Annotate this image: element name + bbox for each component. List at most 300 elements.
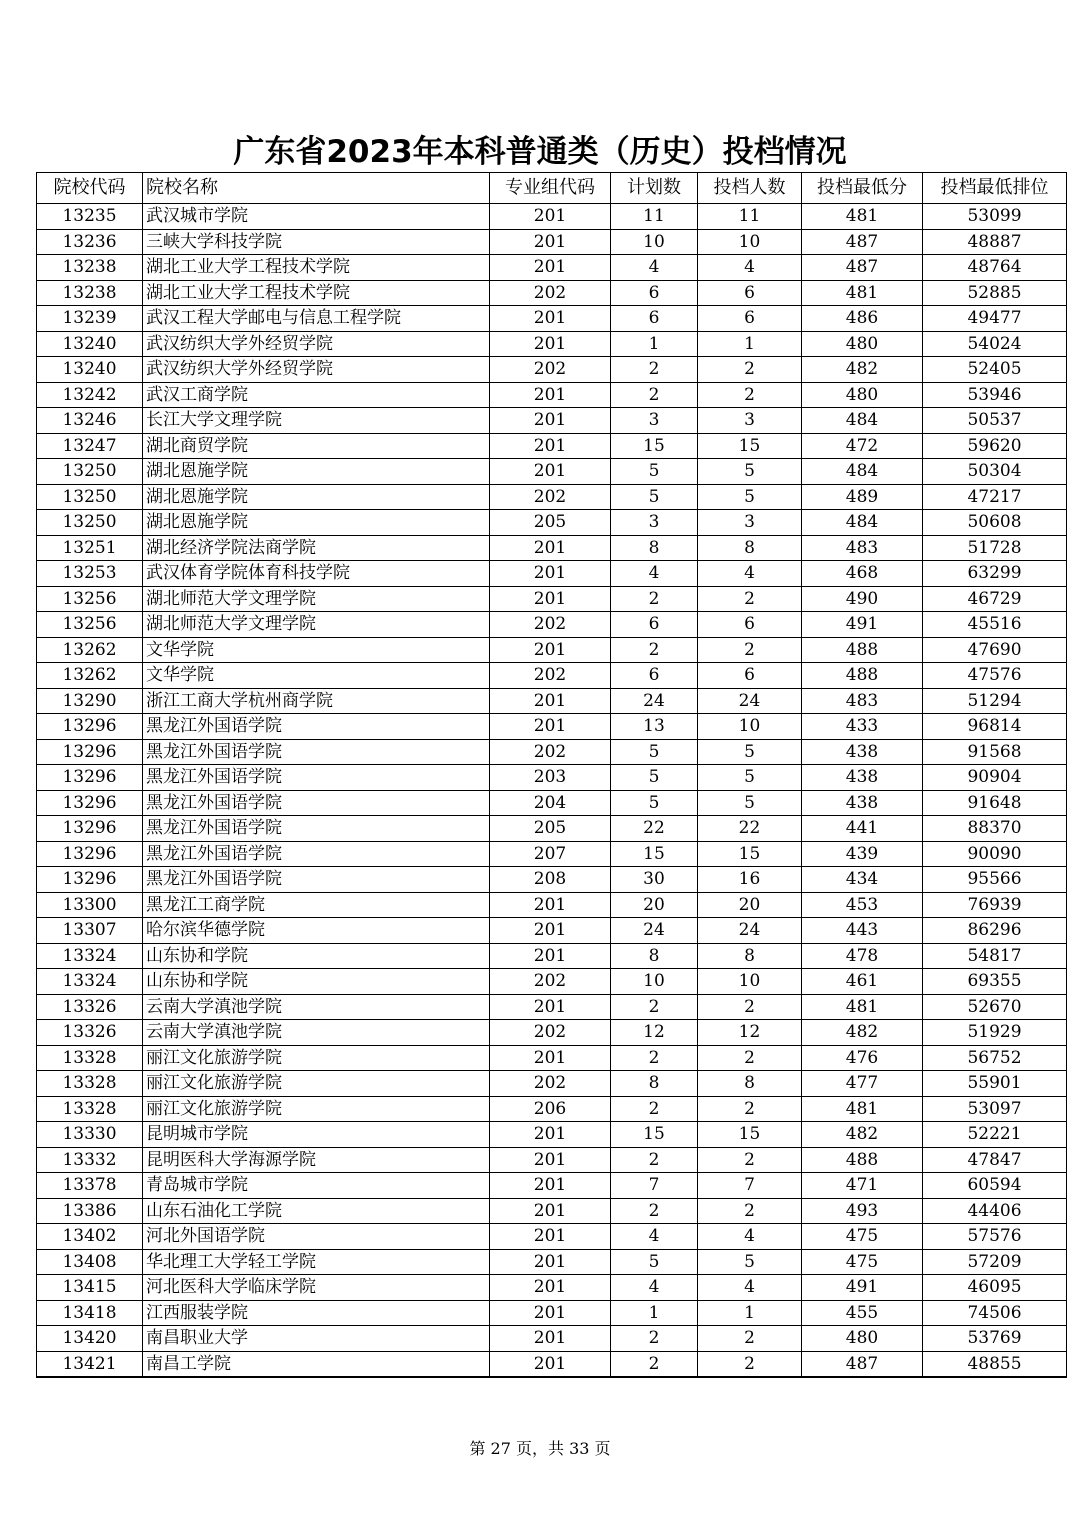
cell-group-code: 201 [490, 408, 611, 434]
cell-school-code: 13250 [37, 510, 143, 536]
header-school-code: 院校代码 [37, 173, 143, 204]
table-header-row [37, 173, 1067, 204]
cell-min-rank: 74506 [923, 1300, 1067, 1326]
cell-school-code: 13324 [37, 943, 143, 969]
cell-plan-count: 10 [611, 229, 698, 255]
cell-enrolled-count: 4 [698, 1224, 802, 1250]
cell-school-name: 浙江工商大学杭州商学院 [143, 688, 490, 714]
cell-min-rank: 59620 [923, 433, 1067, 459]
cell-group-code: 202 [490, 969, 611, 995]
cell-min-score: 484 [802, 408, 923, 434]
cell-plan-count: 5 [611, 765, 698, 791]
cell-enrolled-count: 10 [698, 969, 802, 995]
cell-min-score: 482 [802, 1020, 923, 1046]
cell-school-code: 13262 [37, 637, 143, 663]
cell-min-rank: 60594 [923, 1173, 1067, 1199]
table-row [37, 1173, 1067, 1199]
cell-group-code: 201 [490, 1045, 611, 1071]
cell-group-code: 201 [490, 331, 611, 357]
cell-min-score: 441 [802, 816, 923, 842]
cell-school-name: 黑龙江外国语学院 [143, 739, 490, 765]
cell-school-name: 南昌工学院 [143, 1351, 490, 1377]
cell-min-rank: 95566 [923, 867, 1067, 893]
cell-school-code: 13253 [37, 561, 143, 587]
table-row [37, 382, 1067, 408]
cell-school-code: 13296 [37, 867, 143, 893]
cell-min-rank: 90904 [923, 765, 1067, 791]
cell-min-rank: 76939 [923, 892, 1067, 918]
cell-group-code: 201 [490, 586, 611, 612]
cell-min-rank: 54024 [923, 331, 1067, 357]
cell-school-name: 昆明医科大学海源学院 [143, 1147, 490, 1173]
cell-enrolled-count: 2 [698, 382, 802, 408]
cell-school-name: 山东协和学院 [143, 969, 490, 995]
cell-min-score: 493 [802, 1198, 923, 1224]
cell-enrolled-count: 15 [698, 1122, 802, 1148]
table-row [37, 1147, 1067, 1173]
cell-enrolled-count: 3 [698, 510, 802, 536]
cell-enrolled-count: 15 [698, 841, 802, 867]
table-row [37, 357, 1067, 383]
cell-school-code: 13300 [37, 892, 143, 918]
cell-min-score: 490 [802, 586, 923, 612]
table-row [37, 943, 1067, 969]
table-row [37, 1224, 1067, 1250]
cell-min-rank: 90090 [923, 841, 1067, 867]
cell-school-code: 13330 [37, 1122, 143, 1148]
cell-min-rank: 49477 [923, 306, 1067, 332]
cell-school-code: 13238 [37, 255, 143, 281]
cell-school-code: 13328 [37, 1096, 143, 1122]
cell-enrolled-count: 5 [698, 459, 802, 485]
cell-group-code: 201 [490, 1147, 611, 1173]
cell-enrolled-count: 8 [698, 943, 802, 969]
table-row [37, 1249, 1067, 1275]
cell-min-rank: 52405 [923, 357, 1067, 383]
cell-plan-count: 8 [611, 943, 698, 969]
cell-enrolled-count: 5 [698, 790, 802, 816]
cell-enrolled-count: 6 [698, 306, 802, 332]
cell-enrolled-count: 2 [698, 994, 802, 1020]
cell-plan-count: 1 [611, 1300, 698, 1326]
cell-school-name: 湖北工业大学工程技术学院 [143, 255, 490, 281]
cell-min-score: 476 [802, 1045, 923, 1071]
table-row [37, 714, 1067, 740]
cell-min-score: 484 [802, 459, 923, 485]
cell-school-name: 黑龙江工商学院 [143, 892, 490, 918]
cell-enrolled-count: 24 [698, 918, 802, 944]
cell-enrolled-count: 6 [698, 280, 802, 306]
cell-school-code: 13296 [37, 816, 143, 842]
cell-plan-count: 24 [611, 688, 698, 714]
cell-group-code: 201 [490, 382, 611, 408]
cell-min-score: 491 [802, 612, 923, 638]
cell-plan-count: 4 [611, 1224, 698, 1250]
cell-plan-count: 24 [611, 918, 698, 944]
cell-enrolled-count: 2 [698, 1045, 802, 1071]
cell-school-code: 13332 [37, 1147, 143, 1173]
cell-group-code: 202 [490, 739, 611, 765]
cell-group-code: 201 [490, 918, 611, 944]
cell-min-rank: 48887 [923, 229, 1067, 255]
cell-plan-count: 11 [611, 204, 698, 230]
cell-group-code: 201 [490, 943, 611, 969]
table-row [37, 663, 1067, 689]
cell-group-code: 202 [490, 484, 611, 510]
cell-min-rank: 48764 [923, 255, 1067, 281]
cell-min-rank: 91648 [923, 790, 1067, 816]
cell-school-code: 13420 [37, 1326, 143, 1352]
cell-plan-count: 7 [611, 1173, 698, 1199]
cell-enrolled-count: 2 [698, 1351, 802, 1377]
table-row [37, 484, 1067, 510]
cell-school-code: 13415 [37, 1275, 143, 1301]
cell-min-rank: 63299 [923, 561, 1067, 587]
cell-group-code: 201 [490, 255, 611, 281]
cell-group-code: 202 [490, 612, 611, 638]
table-row [37, 739, 1067, 765]
cell-enrolled-count: 5 [698, 765, 802, 791]
header-min-score: 投档最低分 [802, 173, 923, 204]
table-row [37, 510, 1067, 536]
cell-enrolled-count: 11 [698, 204, 802, 230]
cell-min-score: 483 [802, 535, 923, 561]
cell-school-code: 13239 [37, 306, 143, 332]
cell-group-code: 201 [490, 1300, 611, 1326]
table-row [37, 459, 1067, 485]
header-plan-count: 计划数 [611, 173, 698, 204]
cell-plan-count: 10 [611, 969, 698, 995]
cell-school-code: 13296 [37, 739, 143, 765]
cell-plan-count: 2 [611, 586, 698, 612]
table-row [37, 892, 1067, 918]
cell-group-code: 202 [490, 1071, 611, 1097]
cell-plan-count: 4 [611, 255, 698, 281]
table-row [37, 765, 1067, 791]
cell-min-rank: 47690 [923, 637, 1067, 663]
cell-school-code: 13326 [37, 994, 143, 1020]
cell-min-score: 471 [802, 1173, 923, 1199]
cell-group-code: 201 [490, 561, 611, 587]
cell-min-rank: 56752 [923, 1045, 1067, 1071]
cell-min-score: 468 [802, 561, 923, 587]
cell-enrolled-count: 4 [698, 1275, 802, 1301]
cell-school-name: 南昌职业大学 [143, 1326, 490, 1352]
cell-min-rank: 53769 [923, 1326, 1067, 1352]
cell-min-rank: 50608 [923, 510, 1067, 536]
cell-group-code: 202 [490, 357, 611, 383]
cell-min-score: 486 [802, 306, 923, 332]
cell-min-rank: 57209 [923, 1249, 1067, 1275]
cell-school-code: 13240 [37, 357, 143, 383]
cell-plan-count: 13 [611, 714, 698, 740]
cell-plan-count: 6 [611, 306, 698, 332]
cell-group-code: 201 [490, 1122, 611, 1148]
cell-school-code: 13326 [37, 1020, 143, 1046]
cell-min-rank: 45516 [923, 612, 1067, 638]
cell-school-name: 武汉纺织大学外经贸学院 [143, 331, 490, 357]
cell-school-name: 武汉体育学院体育科技学院 [143, 561, 490, 587]
cell-school-name: 黑龙江外国语学院 [143, 816, 490, 842]
cell-school-name: 黑龙江外国语学院 [143, 765, 490, 791]
cell-school-name: 哈尔滨华德学院 [143, 918, 490, 944]
cell-school-code: 13324 [37, 969, 143, 995]
cell-min-rank: 69355 [923, 969, 1067, 995]
cell-enrolled-count: 2 [698, 1147, 802, 1173]
header-group-code: 专业组代码 [490, 173, 611, 204]
cell-min-rank: 51294 [923, 688, 1067, 714]
table-row [37, 1071, 1067, 1097]
cell-min-score: 433 [802, 714, 923, 740]
cell-enrolled-count: 6 [698, 663, 802, 689]
cell-school-name: 丽江文化旅游学院 [143, 1071, 490, 1097]
cell-group-code: 208 [490, 867, 611, 893]
cell-group-code: 207 [490, 841, 611, 867]
cell-enrolled-count: 4 [698, 561, 802, 587]
cell-min-score: 477 [802, 1071, 923, 1097]
cell-school-code: 13250 [37, 484, 143, 510]
cell-enrolled-count: 4 [698, 255, 802, 281]
cell-group-code: 205 [490, 510, 611, 536]
table-row [37, 1326, 1067, 1352]
cell-group-code: 201 [490, 1249, 611, 1275]
cell-enrolled-count: 2 [698, 637, 802, 663]
cell-min-score: 472 [802, 433, 923, 459]
cell-min-score: 439 [802, 841, 923, 867]
cell-school-name: 武汉城市学院 [143, 204, 490, 230]
cell-plan-count: 2 [611, 1326, 698, 1352]
table-row [37, 841, 1067, 867]
cell-plan-count: 30 [611, 867, 698, 893]
cell-group-code: 203 [490, 765, 611, 791]
cell-min-rank: 46729 [923, 586, 1067, 612]
cell-plan-count: 15 [611, 841, 698, 867]
cell-min-score: 481 [802, 994, 923, 1020]
cell-school-code: 13296 [37, 714, 143, 740]
cell-min-score: 438 [802, 790, 923, 816]
cell-plan-count: 6 [611, 612, 698, 638]
cell-plan-count: 2 [611, 1096, 698, 1122]
cell-min-score: 487 [802, 1351, 923, 1377]
table-row [37, 229, 1067, 255]
cell-group-code: 201 [490, 535, 611, 561]
table-row [37, 994, 1067, 1020]
cell-enrolled-count: 24 [698, 688, 802, 714]
cell-min-rank: 47847 [923, 1147, 1067, 1173]
cell-min-score: 475 [802, 1224, 923, 1250]
cell-min-rank: 47576 [923, 663, 1067, 689]
cell-group-code: 202 [490, 663, 611, 689]
cell-enrolled-count: 6 [698, 612, 802, 638]
header-min-rank: 投档最低排位 [923, 173, 1067, 204]
cell-group-code: 206 [490, 1096, 611, 1122]
cell-school-code: 13235 [37, 204, 143, 230]
cell-plan-count: 2 [611, 1147, 698, 1173]
cell-group-code: 201 [490, 306, 611, 332]
cell-min-score: 487 [802, 229, 923, 255]
cell-school-code: 13296 [37, 790, 143, 816]
cell-plan-count: 2 [611, 1198, 698, 1224]
cell-plan-count: 22 [611, 816, 698, 842]
cell-group-code: 201 [490, 714, 611, 740]
cell-min-rank: 51728 [923, 535, 1067, 561]
cell-min-score: 478 [802, 943, 923, 969]
table-row [37, 612, 1067, 638]
cell-min-score: 480 [802, 331, 923, 357]
cell-school-code: 13246 [37, 408, 143, 434]
table-row [37, 255, 1067, 281]
cell-plan-count: 5 [611, 459, 698, 485]
cell-school-name: 湖北商贸学院 [143, 433, 490, 459]
cell-min-score: 481 [802, 204, 923, 230]
cell-plan-count: 15 [611, 433, 698, 459]
cell-school-code: 13238 [37, 280, 143, 306]
cell-enrolled-count: 1 [698, 1300, 802, 1326]
cell-min-score: 461 [802, 969, 923, 995]
cell-school-name: 江西服装学院 [143, 1300, 490, 1326]
page-footer: 第 27 页，共 33 页 [469, 1439, 611, 1458]
cell-min-score: 484 [802, 510, 923, 536]
cell-plan-count: 2 [611, 994, 698, 1020]
cell-school-code: 13256 [37, 586, 143, 612]
cell-plan-count: 3 [611, 510, 698, 536]
cell-plan-count: 4 [611, 1275, 698, 1301]
cell-school-name: 山东协和学院 [143, 943, 490, 969]
cell-group-code: 201 [490, 1351, 611, 1377]
table-row [37, 637, 1067, 663]
cell-plan-count: 8 [611, 1071, 698, 1097]
cell-school-name: 昆明城市学院 [143, 1122, 490, 1148]
cell-group-code: 201 [490, 433, 611, 459]
cell-enrolled-count: 3 [698, 408, 802, 434]
cell-min-score: 481 [802, 1096, 923, 1122]
table-row [37, 1122, 1067, 1148]
cell-school-code: 13250 [37, 459, 143, 485]
cell-enrolled-count: 5 [698, 484, 802, 510]
cell-school-name: 湖北恩施学院 [143, 484, 490, 510]
cell-min-score: 434 [802, 867, 923, 893]
cell-school-code: 13421 [37, 1351, 143, 1377]
table-row [37, 280, 1067, 306]
cell-min-score: 488 [802, 1147, 923, 1173]
cell-group-code: 202 [490, 280, 611, 306]
cell-min-score: 453 [802, 892, 923, 918]
cell-school-code: 13378 [37, 1173, 143, 1199]
cell-group-code: 201 [490, 1173, 611, 1199]
cell-school-code: 13418 [37, 1300, 143, 1326]
cell-enrolled-count: 12 [698, 1020, 802, 1046]
cell-group-code: 201 [490, 994, 611, 1020]
cell-min-score: 438 [802, 739, 923, 765]
table-row [37, 1351, 1067, 1377]
cell-school-name: 黑龙江外国语学院 [143, 867, 490, 893]
table-row [37, 433, 1067, 459]
cell-min-rank: 88370 [923, 816, 1067, 842]
cell-min-score: 480 [802, 382, 923, 408]
cell-plan-count: 2 [611, 1351, 698, 1377]
cell-min-score: 475 [802, 1249, 923, 1275]
cell-enrolled-count: 2 [698, 1096, 802, 1122]
cell-school-name: 湖北恩施学院 [143, 510, 490, 536]
cell-enrolled-count: 16 [698, 867, 802, 893]
cell-enrolled-count: 2 [698, 1326, 802, 1352]
cell-enrolled-count: 15 [698, 433, 802, 459]
cell-plan-count: 3 [611, 408, 698, 434]
table-row [37, 816, 1067, 842]
admission-table [36, 172, 1067, 1378]
cell-min-rank: 86296 [923, 918, 1067, 944]
cell-min-rank: 53097 [923, 1096, 1067, 1122]
page-title: 广东省2023年本科普通类（历史）投档情况 [233, 134, 847, 170]
table-row [37, 408, 1067, 434]
cell-min-score: 455 [802, 1300, 923, 1326]
cell-school-code: 13262 [37, 663, 143, 689]
cell-school-name: 云南大学滇池学院 [143, 994, 490, 1020]
cell-school-code: 13296 [37, 765, 143, 791]
cell-school-code: 13236 [37, 229, 143, 255]
cell-school-code: 13307 [37, 918, 143, 944]
cell-school-name: 三峡大学科技学院 [143, 229, 490, 255]
header-enrolled-count: 投档人数 [698, 173, 802, 204]
cell-group-code: 204 [490, 790, 611, 816]
table-row [37, 1045, 1067, 1071]
table-row [37, 1275, 1067, 1301]
table-row [37, 790, 1067, 816]
cell-group-code: 201 [490, 1198, 611, 1224]
cell-school-code: 13290 [37, 688, 143, 714]
cell-group-code: 201 [490, 1326, 611, 1352]
cell-group-code: 205 [490, 816, 611, 842]
cell-group-code: 201 [490, 688, 611, 714]
cell-enrolled-count: 8 [698, 1071, 802, 1097]
cell-enrolled-count: 10 [698, 714, 802, 740]
cell-min-rank: 52885 [923, 280, 1067, 306]
cell-min-score: 488 [802, 637, 923, 663]
cell-school-name: 云南大学滇池学院 [143, 1020, 490, 1046]
cell-plan-count: 15 [611, 1122, 698, 1148]
cell-school-name: 武汉纺织大学外经贸学院 [143, 357, 490, 383]
cell-enrolled-count: 8 [698, 535, 802, 561]
cell-plan-count: 8 [611, 535, 698, 561]
cell-plan-count: 5 [611, 739, 698, 765]
cell-school-name: 湖北师范大学文理学院 [143, 612, 490, 638]
table-row [37, 561, 1067, 587]
cell-school-code: 13240 [37, 331, 143, 357]
cell-min-rank: 46095 [923, 1275, 1067, 1301]
cell-min-score: 491 [802, 1275, 923, 1301]
table-row [37, 867, 1067, 893]
cell-min-score: 438 [802, 765, 923, 791]
cell-school-name: 黑龙江外国语学院 [143, 790, 490, 816]
cell-school-name: 华北理工大学轻工学院 [143, 1249, 490, 1275]
table-row [37, 306, 1067, 332]
cell-school-name: 武汉工程大学邮电与信息工程学院 [143, 306, 490, 332]
cell-school-name: 黑龙江外国语学院 [143, 841, 490, 867]
cell-school-code: 13328 [37, 1071, 143, 1097]
cell-min-score: 481 [802, 280, 923, 306]
cell-school-name: 湖北恩施学院 [143, 459, 490, 485]
cell-plan-count: 2 [611, 357, 698, 383]
cell-school-code: 13402 [37, 1224, 143, 1250]
table-body [37, 204, 1067, 1378]
cell-enrolled-count: 7 [698, 1173, 802, 1199]
table-row [37, 969, 1067, 995]
cell-min-rank: 96814 [923, 714, 1067, 740]
cell-plan-count: 5 [611, 484, 698, 510]
cell-min-rank: 50304 [923, 459, 1067, 485]
cell-enrolled-count: 5 [698, 1249, 802, 1275]
cell-plan-count: 12 [611, 1020, 698, 1046]
